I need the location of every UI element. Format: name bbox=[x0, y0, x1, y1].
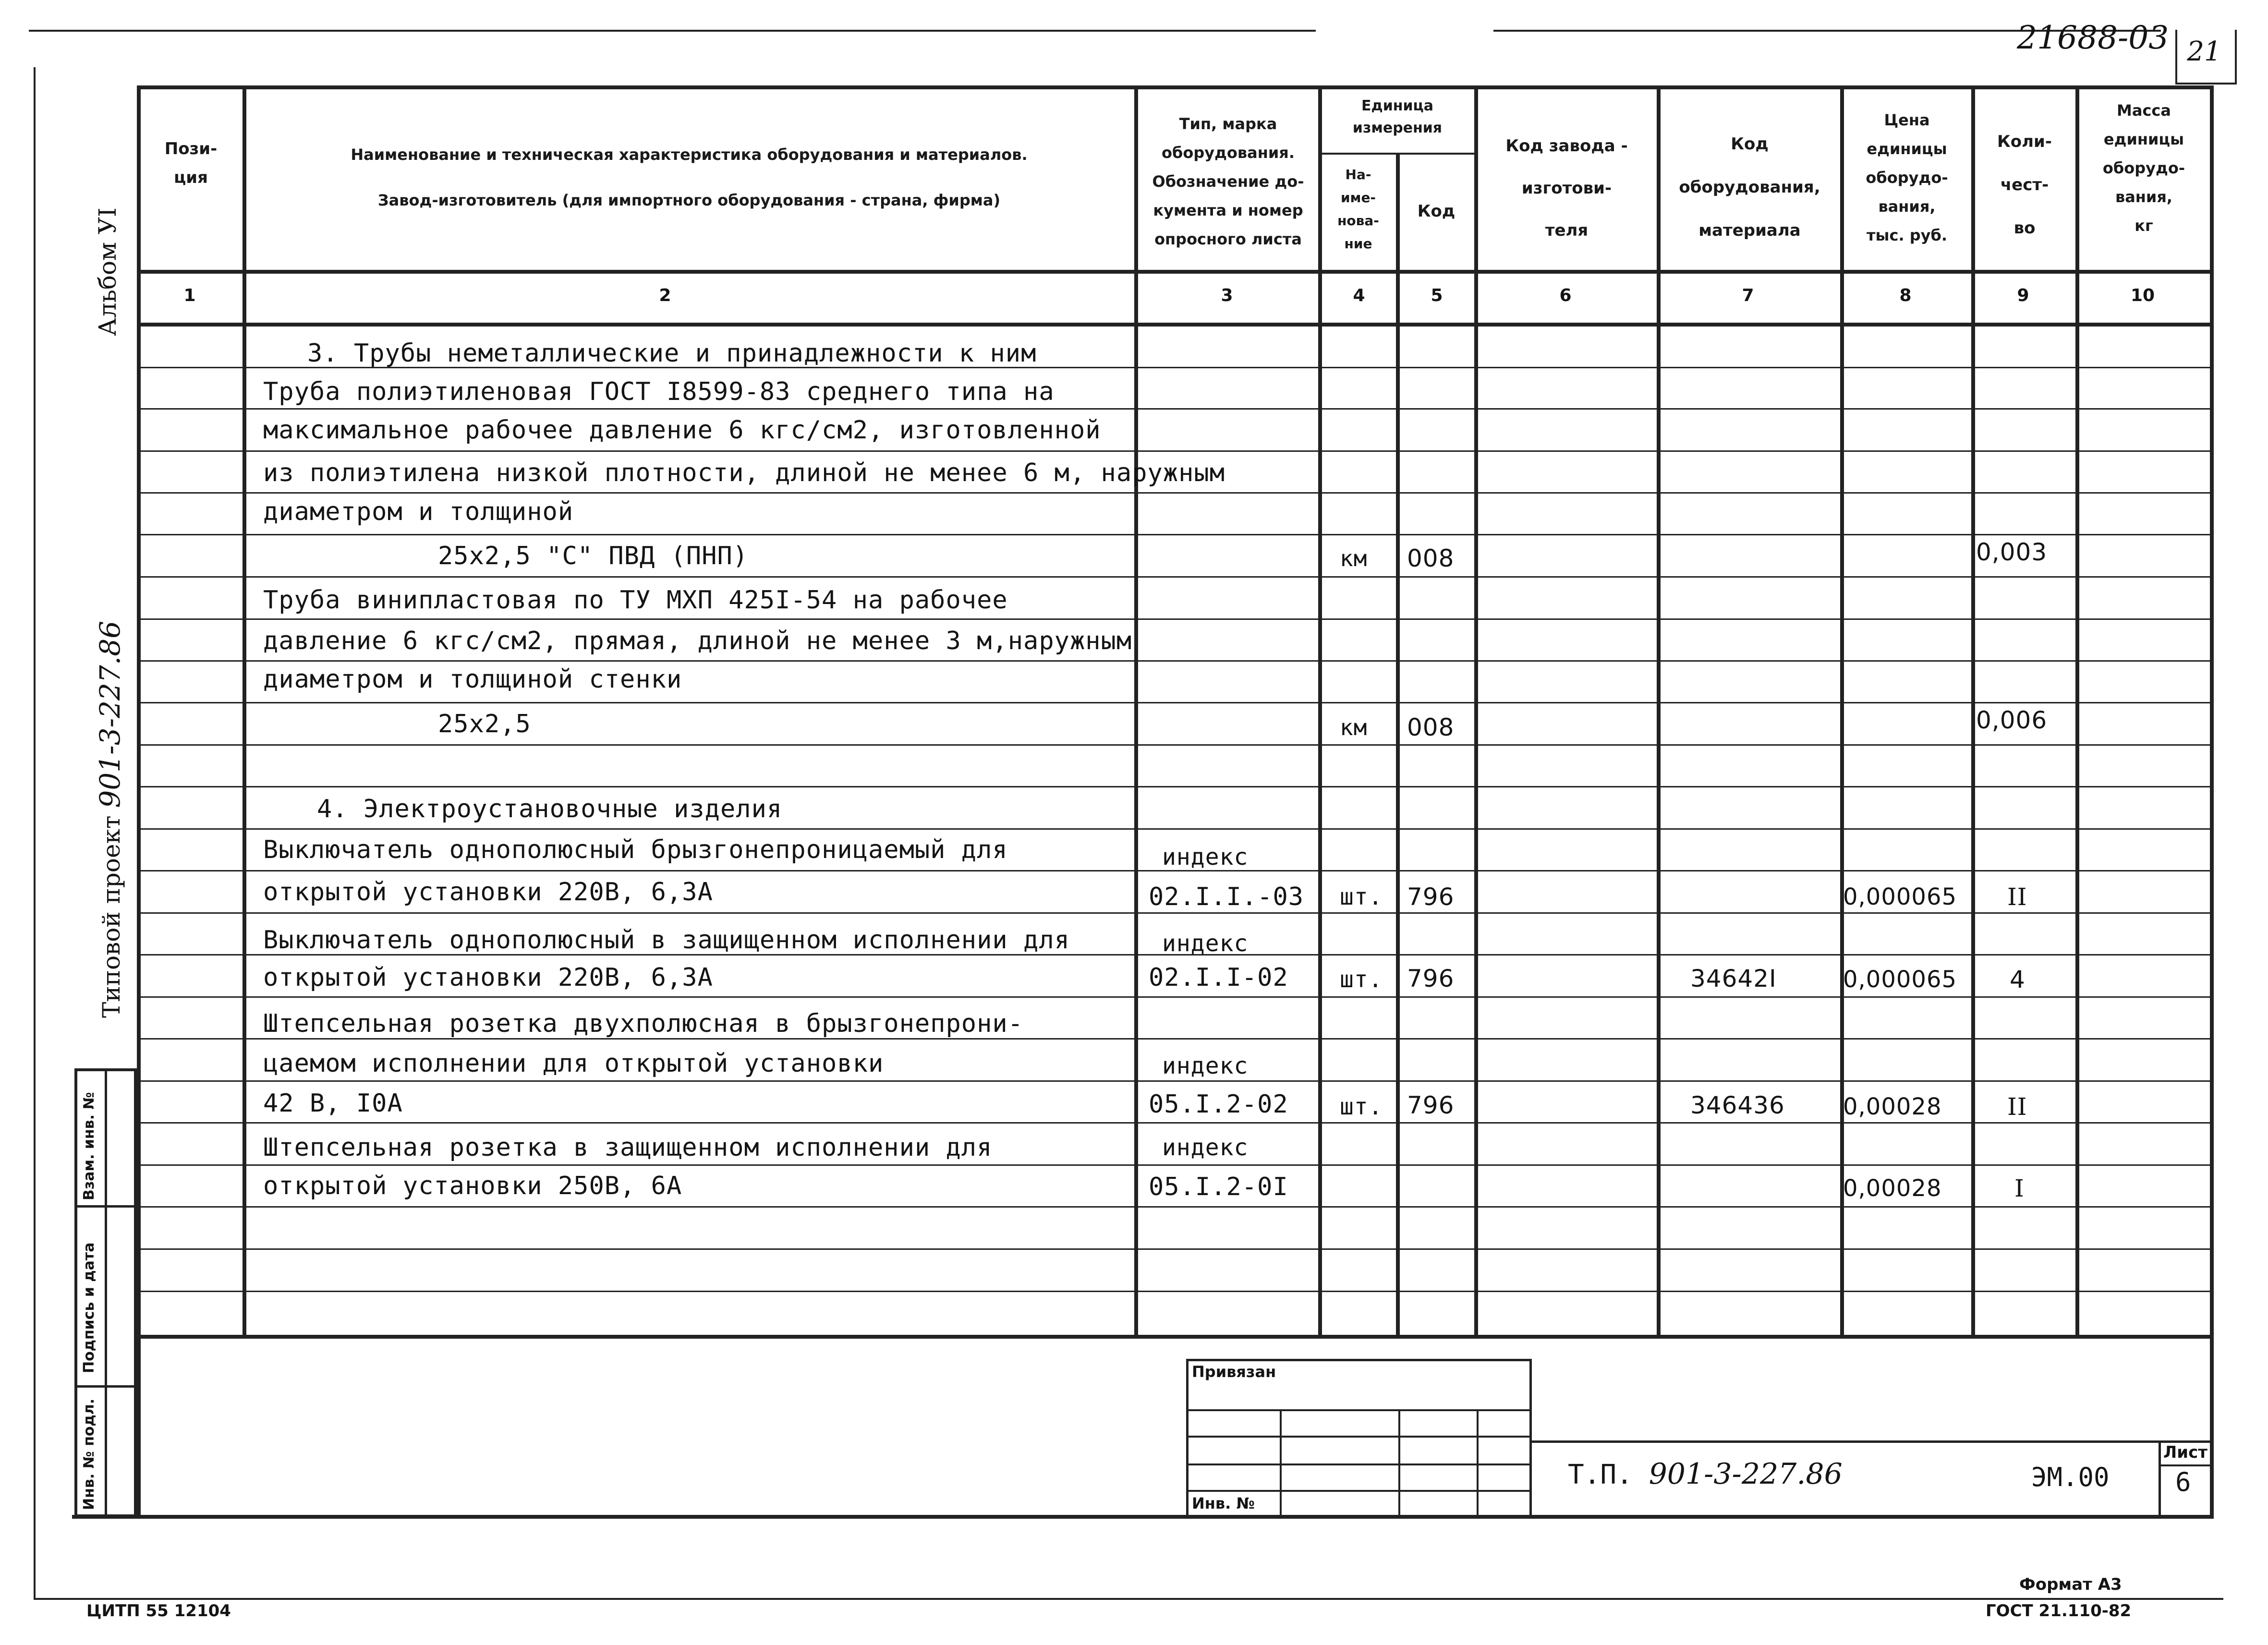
col-line-8 bbox=[1971, 85, 1975, 1335]
col-line-1 bbox=[243, 85, 246, 1335]
col-line-4 bbox=[1396, 153, 1400, 1335]
row-name: 25х2,5 "С" ПВД (ПНП) bbox=[438, 542, 749, 570]
row-unit: км bbox=[1340, 714, 1368, 740]
row-name: Выключатель однополюсный в защищенном исполнении для bbox=[263, 926, 1070, 955]
stamp-vline bbox=[1477, 1409, 1479, 1517]
row-price: 0,00028 bbox=[1843, 1093, 1942, 1120]
privyazan-box bbox=[1186, 1359, 1532, 1517]
section-3-title: 3. Трубы неметаллические и принадлежности к ним bbox=[307, 339, 1037, 368]
side-vzam: Взам. инв. № bbox=[81, 1092, 97, 1200]
header-name: Наименование и техническая характеристика оборудования и материалов. Завод-изготовитель (для импортного оборудования - страна, фирма) bbox=[351, 145, 1028, 209]
side-album: Альбом УI bbox=[94, 207, 121, 336]
section-4-title: 4. Электроустановочные изделия bbox=[317, 795, 783, 823]
unit-group-line bbox=[1318, 153, 1474, 155]
stamp-line bbox=[1186, 1490, 1532, 1492]
header-equip-code: Код оборудования, материала bbox=[1679, 134, 1820, 240]
row-line bbox=[137, 744, 2214, 746]
row-name: Штепсельная розетка в защищенном исполнении для bbox=[263, 1133, 993, 1162]
row-line bbox=[137, 1122, 2214, 1124]
list-number: 6 bbox=[2175, 1467, 2191, 1497]
row-text: максимальное рабочее давление 6 кгс/см2, изготовленной bbox=[263, 416, 1101, 445]
row-unit: шт. bbox=[1340, 883, 1383, 910]
row-type: индекс bbox=[1162, 844, 1249, 871]
side-podpis: Подпись и дата bbox=[81, 1242, 97, 1373]
col-line-9 bbox=[2075, 85, 2079, 1335]
row-qty: 4 bbox=[2010, 966, 2025, 993]
row-type: индекс bbox=[1162, 1052, 1249, 1079]
row-line bbox=[137, 450, 2214, 452]
top-border-left bbox=[29, 30, 1316, 32]
row-equip-code: 346436 bbox=[1690, 1091, 1785, 1119]
col-number-7: 7 bbox=[1742, 286, 1754, 305]
col-number-4: 4 bbox=[1353, 286, 1365, 305]
col-line-3 bbox=[1318, 85, 1322, 1335]
col-line-7 bbox=[1840, 85, 1844, 1335]
footer-format: Формат А3 bbox=[2019, 1575, 2122, 1594]
row-type: индекс bbox=[1162, 1134, 1249, 1161]
header-position: Пози- ция bbox=[164, 139, 218, 187]
row-price: 0,000065 bbox=[1843, 966, 1957, 993]
col-line-10 bbox=[2210, 85, 2214, 1519]
side-inv: Инв. № подл. bbox=[81, 1398, 97, 1510]
row-text: Труба винипластовая по ТУ МХП 425I-54 на рабочее bbox=[263, 586, 1008, 615]
stamp-line bbox=[1186, 1409, 1532, 1411]
row-code: 796 bbox=[1407, 1091, 1455, 1119]
row-text: давление 6 кгс/см2, прямая, длиной не менее 3 м,наружным bbox=[263, 627, 1132, 655]
row-price: 0,00028 bbox=[1843, 1175, 1942, 1202]
row-qty: II bbox=[2007, 1093, 2027, 1121]
col-number-3: 3 bbox=[1221, 286, 1233, 305]
row-name: 25х2,5 bbox=[438, 710, 531, 738]
stamp-vline bbox=[1280, 1409, 1282, 1517]
row-type: 02.I.I.-03 bbox=[1149, 883, 1304, 911]
col-number-9: 9 bbox=[2017, 286, 2029, 305]
inv-label: Инв. № bbox=[1192, 1494, 1255, 1512]
bottom-border bbox=[34, 1598, 2223, 1600]
row-type: 05.I.2-0I bbox=[1149, 1173, 1288, 1201]
row-code: 796 bbox=[1407, 883, 1455, 911]
row-line bbox=[137, 660, 2214, 662]
page-number: 21 bbox=[2187, 36, 2221, 67]
col-number-2: 2 bbox=[659, 286, 671, 305]
left-border bbox=[34, 67, 36, 1599]
doc-code: ЭМ.00 bbox=[2031, 1462, 2110, 1492]
col-number-10: 10 bbox=[2130, 286, 2155, 305]
row-line bbox=[137, 1248, 2214, 1250]
row-line bbox=[137, 576, 2214, 578]
top-right-code: 21688-03 bbox=[2017, 19, 2169, 56]
stamp-vline bbox=[1398, 1409, 1400, 1517]
row-line bbox=[137, 996, 2214, 998]
col-number-6: 6 bbox=[1559, 286, 1572, 305]
row-name: цаемом исполнении для открытой установки bbox=[263, 1049, 884, 1078]
row-name: Выключатель однополюсный брызгонепроницаемый для bbox=[263, 835, 1008, 864]
row-line bbox=[137, 786, 2214, 787]
header-type: Тип, марка оборудования. Обозначение до- кумента и номер опросного листа bbox=[1152, 115, 1304, 248]
row-line bbox=[137, 408, 2214, 410]
table-bottom bbox=[137, 1335, 2214, 1339]
row-qty: 0,003 bbox=[1976, 538, 2048, 566]
row-qty: I bbox=[2014, 1174, 2025, 1202]
header-plant-code: Код завода - изготови- теля bbox=[1505, 136, 1628, 240]
col-line-2 bbox=[1134, 85, 1138, 1335]
row-name: 42 В, I0А bbox=[263, 1089, 403, 1118]
header-unit-name: На- име- нова- ние bbox=[1337, 167, 1379, 252]
row-text: диаметром и толщиной bbox=[263, 497, 574, 526]
margin-stamp-line bbox=[74, 1205, 137, 1208]
row-text: диаметром и толщиной стенки bbox=[263, 665, 682, 694]
side-project: Типовой проект 901-3-227.86 bbox=[94, 620, 126, 1018]
row-unit: км bbox=[1340, 545, 1368, 571]
row-line bbox=[137, 1164, 2214, 1166]
row-code: 796 bbox=[1407, 965, 1455, 992]
row-code: 008 bbox=[1407, 714, 1455, 741]
row-qty: II bbox=[2007, 883, 2027, 911]
header-unit-code: Код bbox=[1417, 202, 1455, 221]
frame-bottom bbox=[72, 1515, 2214, 1519]
margin-stamp-divider bbox=[105, 1068, 107, 1517]
col-number-8: 8 bbox=[1899, 286, 1912, 305]
row-line bbox=[137, 1291, 2214, 1292]
col-number-1: 1 bbox=[183, 286, 196, 305]
row-name: открытой установки 220В, 6,3А bbox=[263, 963, 713, 992]
row-type: 05.I.2-02 bbox=[1149, 1090, 1288, 1119]
row-line bbox=[137, 618, 2214, 620]
col-line-0 bbox=[137, 85, 141, 1516]
row-line bbox=[137, 1080, 2214, 1082]
row-unit: шт. bbox=[1340, 1093, 1383, 1120]
numbers-bottom bbox=[137, 323, 2214, 327]
row-text: из полиэтилена низкой плотности, длиной не менее 6 м, наружным bbox=[263, 459, 1225, 487]
footer-gost: ГОСТ 21.110-82 bbox=[1986, 1601, 2132, 1621]
row-unit: шт. bbox=[1340, 966, 1383, 993]
row-equip-code: 34642I bbox=[1690, 965, 1777, 992]
row-text: Штепсельная розетка двухполюсная в брызгонепрони- bbox=[263, 1009, 1024, 1038]
row-price: 0,000065 bbox=[1843, 883, 1957, 910]
row-qty: 0,006 bbox=[1976, 706, 2048, 734]
header-qty: Коли- чест- во bbox=[1997, 132, 2052, 238]
row-code: 008 bbox=[1407, 544, 1455, 572]
table-top bbox=[137, 85, 2214, 89]
col-number-5: 5 bbox=[1431, 286, 1443, 305]
row-line bbox=[137, 912, 2214, 914]
row-line bbox=[137, 828, 2214, 830]
row-line bbox=[137, 534, 2214, 535]
row-line bbox=[137, 1206, 2214, 1208]
col-line-6 bbox=[1657, 85, 1661, 1335]
row-name: открытой установки 220В, 6,3А bbox=[263, 878, 713, 907]
list-label: Лист bbox=[2163, 1443, 2207, 1462]
row-line bbox=[137, 702, 2214, 703]
row-name: открытой установки 250В, 6А bbox=[263, 1172, 682, 1200]
header-mass: Масса единицы оборудо- вания, кг bbox=[2102, 101, 2185, 235]
col-line-5 bbox=[1474, 85, 1478, 1335]
header-price: Цена единицы оборудо- вания, тыс. руб. bbox=[1866, 111, 1948, 244]
doc-box-top bbox=[1532, 1440, 2214, 1443]
stamp-line bbox=[1186, 1464, 1532, 1465]
row-type: 02.I.I-02 bbox=[1149, 963, 1288, 992]
margin-stamp-line bbox=[74, 1385, 137, 1388]
header-unit-group: Единица измерения bbox=[1352, 97, 1443, 136]
row-line bbox=[137, 1038, 2214, 1040]
list-box-line bbox=[2159, 1464, 2214, 1466]
footer-left: ЦИТП 55 12104 bbox=[86, 1601, 231, 1621]
row-text: Труба полиэтиленовая ГОСТ I8599-83 среднего типа на bbox=[263, 377, 1055, 406]
stamp-line bbox=[1186, 1436, 1532, 1438]
privyazan-label: Привязан bbox=[1192, 1363, 1276, 1381]
row-type: индекс bbox=[1162, 930, 1249, 957]
row-line bbox=[137, 492, 2214, 494]
doc-designation: Т.П. 901-3-227.86 bbox=[1568, 1457, 1843, 1491]
header-bottom bbox=[137, 270, 2214, 274]
